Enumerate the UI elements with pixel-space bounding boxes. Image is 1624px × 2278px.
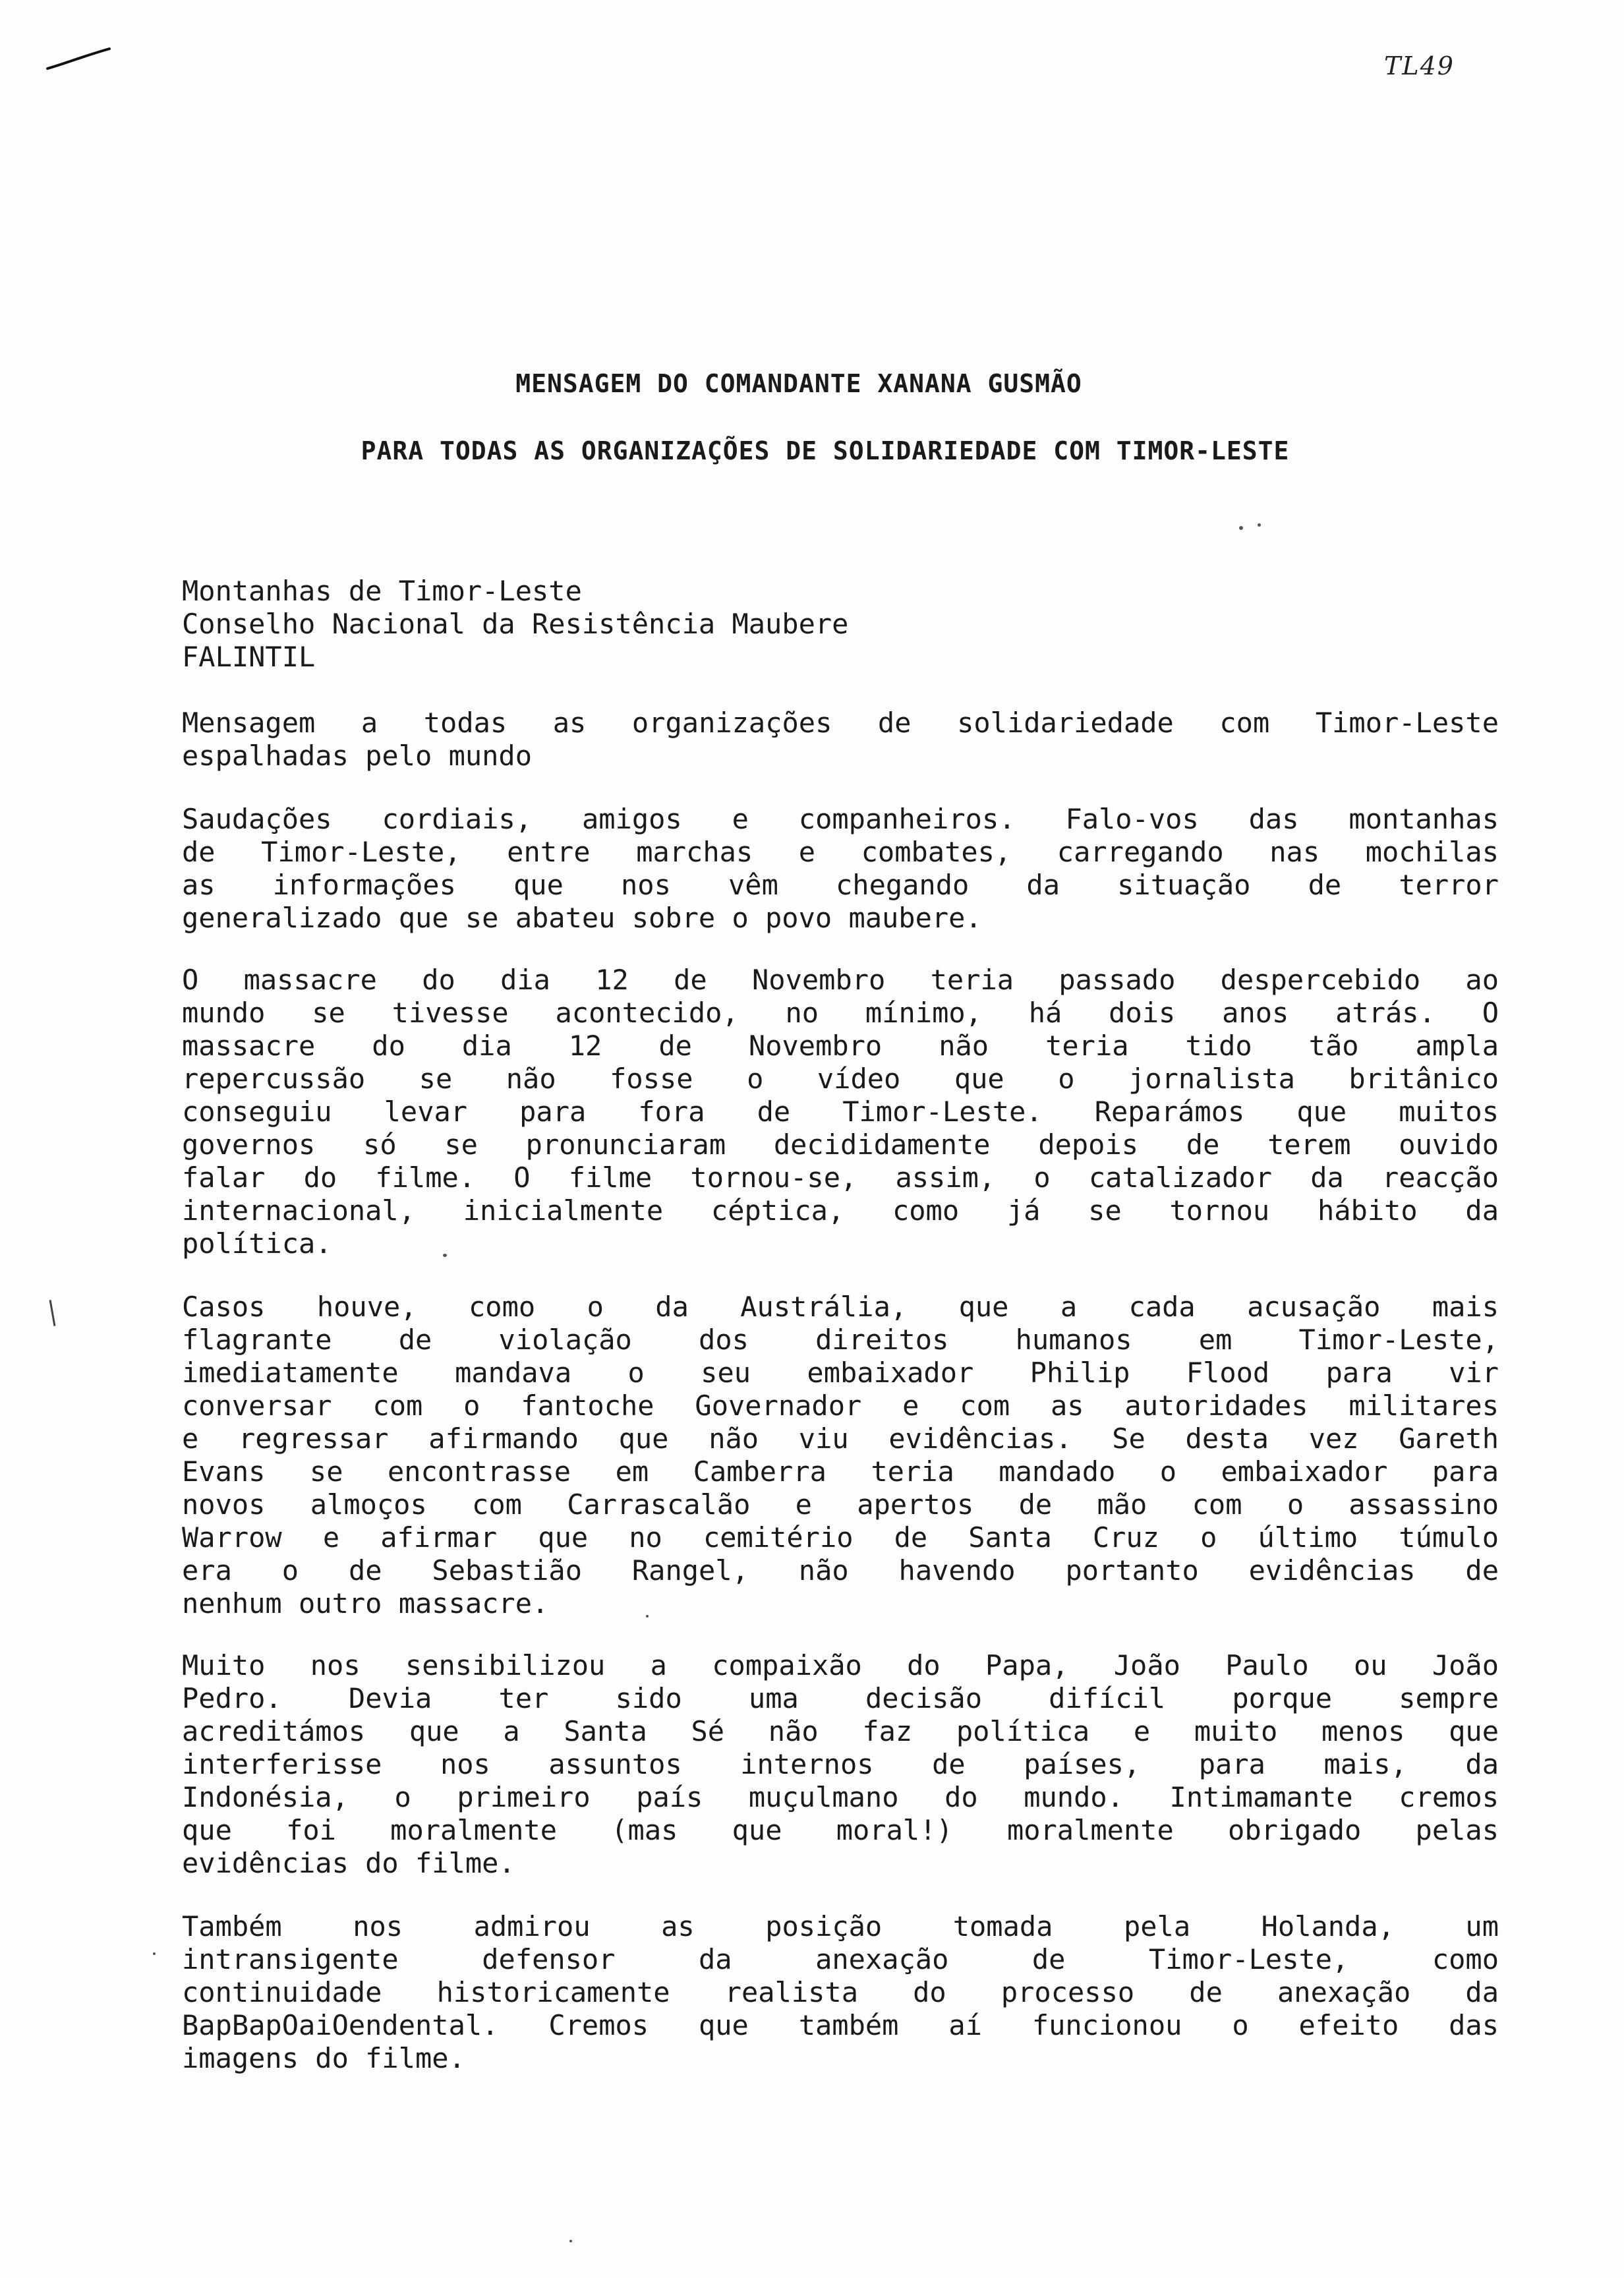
- margin-mark: [49, 1300, 56, 1326]
- paragraph-pope: [182, 1649, 1499, 1880]
- text-line: generalizado que se abateu sobre o povo maubere.: [182, 902, 982, 934]
- text-line: Warrow e afirmar que no cemitério de Santa Cruz o último túmulo: [182, 1521, 1499, 1554]
- paragraph-greetings: [182, 803, 1499, 935]
- text-line: Saudações cordiais, amigos e companheiros. Falo-vos das montanhas: [182, 803, 1499, 835]
- scan-speck: [1258, 523, 1261, 527]
- text-line: massacre do dia 12 de Novembro não teria tido tão ampla: [182, 1030, 1499, 1062]
- text-line: Mensagem a todas as organizações de solidariedade com Timor-Leste: [182, 707, 1499, 739]
- scan-speck: [443, 1254, 447, 1257]
- text-line: política.: [182, 1227, 332, 1260]
- handwritten-reference-code: TL49: [1384, 51, 1455, 80]
- scan-speck: [1239, 526, 1243, 530]
- text-line: BapBapOaiOendental. Cremos que também aí funcionou o efeito das: [182, 2009, 1499, 2041]
- text-line: de Timor-Leste, entre marchas e combates, carregando nas mochilas: [182, 836, 1499, 868]
- text-line: falar do filme. O filme tornou-se, assim, o catalizador da reacção: [182, 1161, 1499, 1194]
- text-line: acreditámos que a Santa Sé não faz política e muito menos que: [182, 1715, 1499, 1747]
- text-line: conversar com o fantoche Governador e com as autoridades militares: [182, 1389, 1499, 1422]
- text-line: Casos houve, como o da Austrália, que a cada acusação mais: [182, 1291, 1499, 1323]
- text-line: interferisse nos assuntos internos de países, para mais, da: [182, 1748, 1499, 1780]
- text-line: Muito nos sensibilizou a compaixão do Papa, João Paulo ou João: [182, 1649, 1499, 1681]
- text-line: nenhum outro massacre.: [182, 1587, 549, 1620]
- text-line: que foi moralmente (mas que moral!) moralmente obrigado pelas: [182, 1814, 1499, 1846]
- text-line: mundo se tivesse acontecido, no mínimo, há dois anos atrás. O: [182, 997, 1499, 1029]
- text-line: evidências do filme.: [182, 1847, 515, 1879]
- text-line: era o de Sebastião Rangel, não havendo portanto evidências de: [182, 1554, 1499, 1587]
- paragraph-netherlands: [182, 1910, 1499, 2075]
- header-line: Montanhas de Timor-Leste: [182, 575, 582, 607]
- scan-speck: [569, 2240, 572, 2242]
- text-line: governos só se pronunciaram decididamente depois de terem ouvido: [182, 1128, 1499, 1161]
- text-line: Pedro. Devia ter sido uma decisão difícil porque sempre: [182, 1682, 1499, 1714]
- text-line: espalhadas pelo mundo: [182, 740, 533, 772]
- text-line: O massacre do dia 12 de Novembro teria passado despercebido ao: [182, 964, 1499, 996]
- header-line: Conselho Nacional da Resistência Maubere: [182, 608, 849, 640]
- text-line: Evans se encontrasse em Camberra teria mandado o embaixador para: [182, 1455, 1499, 1488]
- text-line: intransigente defensor da anexação de Timor-Leste, como: [182, 1943, 1499, 1975]
- text-line: as informações que nos vêm chegando da situação de terror: [182, 869, 1499, 901]
- text-line: internacional, inicialmente céptica, como já se tornou hábito da: [182, 1194, 1499, 1227]
- text-line: continuidade historicamente realista do processo de anexação da: [182, 1976, 1499, 2008]
- sender-header: [182, 575, 1499, 674]
- text-line: Indonésia, o primeiro país muçulmano do mundo. Intimamante cremos: [182, 1781, 1499, 1813]
- text-line: e regressar afirmando que não viu evidências. Se desta vez Gareth: [182, 1422, 1499, 1455]
- scan-speck: [646, 1615, 649, 1618]
- text-line: repercussão se não fosse o vídeo que o jornalista britânico: [182, 1063, 1499, 1095]
- text-line: imediatamente mandava o seu embaixador Philip Flood para vir: [182, 1357, 1499, 1389]
- header-line: FALINTIL: [182, 641, 316, 673]
- document-title-line-1: MENSAGEM DO COMANDANTE XANANA GUSMÃO: [515, 369, 1082, 398]
- document-title-line-2: PARA TODAS AS ORGANIZAÇÕES DE SOLIDARIEDADE COM TIMOR-LESTE: [361, 436, 1290, 465]
- text-line: conseguiu levar para fora de Timor-Leste. Reparámos que muitos: [182, 1095, 1499, 1128]
- text-line: flagrante de violação dos direitos humanos em Timor-Leste,: [182, 1324, 1499, 1356]
- paragraph-addressees: [182, 707, 1499, 773]
- pen-stroke-mark: [46, 46, 112, 73]
- text-line: Também nos admirou as posição tomada pela Holanda, um: [182, 1910, 1499, 1942]
- text-line: novos almoços com Carrascalão e apertos de mão com o assassino: [182, 1488, 1499, 1521]
- paragraph-massacre: [182, 964, 1499, 1260]
- text-line: imagens do filme.: [182, 2042, 465, 2074]
- scan-speck: [153, 1952, 156, 1955]
- paragraph-australia: [182, 1291, 1499, 1620]
